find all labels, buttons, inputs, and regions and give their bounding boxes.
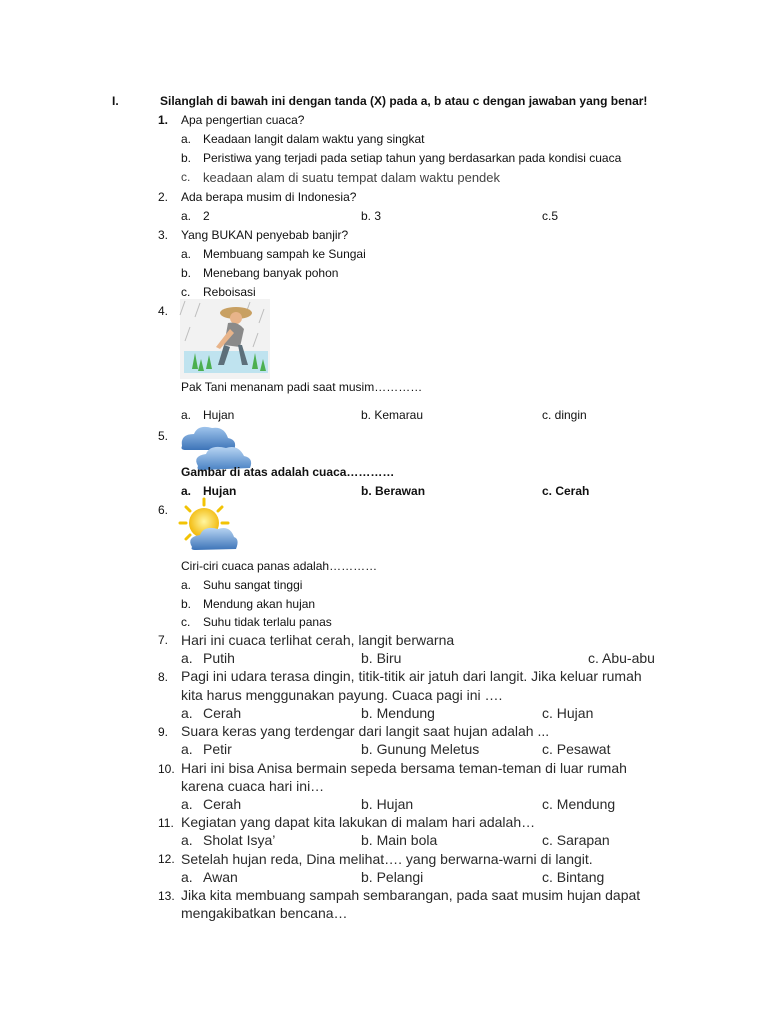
q10-option-a-letter: a. xyxy=(181,796,193,812)
q12-option-c: c. Bintang xyxy=(542,869,605,885)
q7-option-c: c. Abu-abu xyxy=(588,650,655,666)
q12-option-a-letter: a. xyxy=(181,869,193,885)
q6-option-a-letter: a. xyxy=(181,578,192,592)
q6-number: 6. xyxy=(158,503,169,517)
q3-option-a-letter: a. xyxy=(181,247,192,261)
q11-option-a: Sholat Isya’ xyxy=(203,832,276,848)
q2-option-b: b. 3 xyxy=(361,209,382,223)
q5-option-c: c. Cerah xyxy=(542,484,590,498)
q11-number: 11. xyxy=(158,816,174,830)
q8-question-line2: kita harus menggunakan payung. Cuaca pagi ini …. xyxy=(181,687,503,703)
q8-option-b: b. Mendung xyxy=(361,705,435,721)
q1-question: Apa pengertian cuaca? xyxy=(181,113,305,127)
q3-option-c: Reboisasi xyxy=(203,285,256,299)
q4-question: Pak Tani menanam padi saat musim………… xyxy=(181,380,423,394)
q1-option-c-letter: c. xyxy=(181,170,191,184)
q1-number: 1. xyxy=(158,113,169,127)
q6-question: Ciri-ciri cuaca panas adalah………… xyxy=(181,559,378,573)
q4-option-a: Hujan xyxy=(203,408,235,422)
q12-number: 12. xyxy=(158,852,175,866)
q6-option-a: Suhu sangat tinggi xyxy=(203,578,303,592)
q10-question-line1: Hari ini bisa Anisa bermain sepeda bersama teman-teman di luar rumah xyxy=(181,760,627,776)
q4-option-c: c. dingin xyxy=(542,408,587,422)
q10-option-c: c. Mendung xyxy=(542,796,616,812)
q6-option-b-letter: b. xyxy=(181,597,192,611)
q5-option-b: b. Berawan xyxy=(361,484,426,498)
q1-option-a-letter: a. xyxy=(181,132,192,146)
q7-number: 7. xyxy=(158,633,169,647)
q5-question: Gambar di atas adalah cuaca………… xyxy=(181,465,395,479)
q3-number: 3. xyxy=(158,228,169,242)
sun-behind-cloud-image xyxy=(178,497,238,553)
q6-option-c-letter: c. xyxy=(181,615,191,629)
section-number: I. xyxy=(112,94,119,108)
q3-option-a: Membuang sampah ke Sungai xyxy=(203,247,366,261)
q12-option-a: Awan xyxy=(203,869,238,885)
q5-option-a-letter: a. xyxy=(181,484,192,498)
q1-option-a: Keadaan langit dalam waktu yang singkat xyxy=(203,132,425,146)
q9-option-a-letter: a. xyxy=(181,741,193,757)
q4-number: 4. xyxy=(158,304,169,318)
q9-option-b: b. Gunung Meletus xyxy=(361,741,480,757)
q7-option-a-letter: a. xyxy=(181,650,193,666)
q4-option-b: b. Kemarau xyxy=(361,408,424,422)
q9-option-c: c. Pesawat xyxy=(542,741,611,757)
q13-question-line2: mengakibatkan bencana… xyxy=(181,905,348,921)
q9-question: Suara keras yang terdengar dari langit saat hujan adalah ... xyxy=(181,723,550,739)
q10-question-line2: karena cuaca hari ini… xyxy=(181,778,325,794)
q2-number: 2. xyxy=(158,190,169,204)
section-instruction: Silanglah di bawah ini dengan tanda (X) pada a, b atau c dengan jawaban yang benar! xyxy=(160,94,648,108)
q7-option-a: Putih xyxy=(203,650,235,666)
q3-option-b: Menebang banyak pohon xyxy=(203,266,339,280)
q2-option-a: 2 xyxy=(203,209,210,223)
q1-option-c: keadaan alam di suatu tempat dalam waktu pendek xyxy=(203,170,501,185)
q4-option-a-letter: a. xyxy=(181,408,192,422)
q8-option-a: Cerah xyxy=(203,705,242,721)
q6-option-b: Mendung akan hujan xyxy=(203,597,316,611)
q1-option-b-letter: b. xyxy=(181,151,192,165)
q8-option-c: c. Hujan xyxy=(542,705,594,721)
q8-number: 8. xyxy=(158,670,169,684)
q9-number: 9. xyxy=(158,725,169,739)
q5-option-a: Hujan xyxy=(203,484,237,498)
q10-option-b: b. Hujan xyxy=(361,796,414,812)
q1-option-b: Peristiwa yang terjadi pada setiap tahun yang berdasarkan pada kondisi cuaca xyxy=(203,151,622,165)
q11-question: Kegiatan yang dapat kita lakukan di malam hari adalah… xyxy=(181,814,536,830)
q9-option-a: Petir xyxy=(203,741,232,757)
q7-option-b: b. Biru xyxy=(361,650,402,666)
q3-question: Yang BUKAN penyebab banjir? xyxy=(181,228,349,242)
q6-option-c: Suhu tidak terlalu panas xyxy=(203,615,332,629)
q8-question-line1: Pagi ini udara terasa dingin, titik-titik air jatuh dari langit. Jika keluar rumah xyxy=(181,668,642,684)
q10-option-a: Cerah xyxy=(203,796,242,812)
q11-option-c: c. Sarapan xyxy=(542,832,610,848)
q12-question: Setelah hujan reda, Dina melihat…. yang berwarna-warni di langit. xyxy=(181,851,593,867)
q2-question: Ada berapa musim di Indonesia? xyxy=(181,190,357,204)
q7-question: Hari ini cuaca terlihat cerah, langit berwarna xyxy=(181,632,455,648)
q13-question-line1: Jika kita membuang sampah sembarangan, pada saat musim hujan dapat xyxy=(181,887,641,903)
q11-option-a-letter: a. xyxy=(181,832,193,848)
q5-number: 5. xyxy=(158,429,169,443)
q3-option-c-letter: c. xyxy=(181,285,191,299)
q11-option-b: b. Main bola xyxy=(361,832,438,848)
q3-option-b-letter: b. xyxy=(181,266,192,280)
q2-option-a-letter: a. xyxy=(181,209,192,223)
q2-option-c: c.5 xyxy=(542,209,559,223)
q12-option-b: b. Pelangi xyxy=(361,869,424,885)
farmer-planting-rice-image xyxy=(180,299,270,379)
q10-number: 10. xyxy=(158,762,175,776)
q13-number: 13. xyxy=(158,889,175,903)
q8-option-a-letter: a. xyxy=(181,705,193,721)
